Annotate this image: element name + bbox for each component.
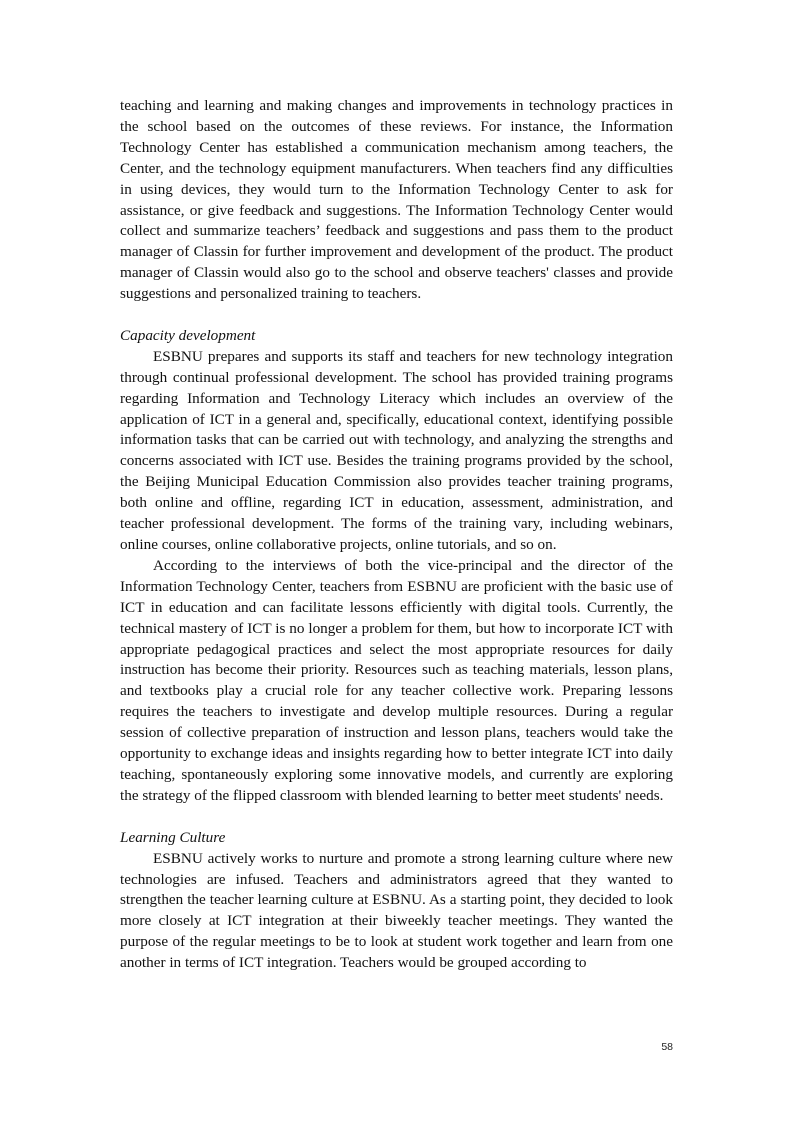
learning-culture-section <box>120 828 673 974</box>
page-number: 58 <box>661 1041 673 1053</box>
section-gap <box>120 807 673 828</box>
section-gap <box>120 305 673 326</box>
document-page <box>120 96 673 974</box>
body-paragraph: ESBNU prepares and supports its staff and teachers for new technology integration through continual professional development. The school has provided training programs regarding Information and Technology Literacy which includes an overview of the application of ICT in a general and, specifically, educational context, identifying possible information tasks that can be carried out with technology, and analyzing the strengths and concerns associated with ICT use. Besides the training programs provided by the school, the Beijing Municipal Education Commission also provides teacher training programs, both online and offline, regarding ICT in education, assessment, administration, and teacher professional development. The forms of the training vary, including webinars, online courses, online collaborative projects, online tutorials, and so on. <box>120 347 673 554</box>
body-paragraph: ESBNU actively works to nurture and promote a strong learning culture where new technologies are infused. Teachers and administrators agreed that they wanted to strengthen the teacher learning culture at ESBNU. As a starting point, they decided to look more closely at ICT integration at their biweekly teacher meetings. They wanted the purpose of the regular meetings to be to look at student work together and learn from one another in terms of ICT integration. Teachers would be grouped according to <box>120 849 673 972</box>
capacity-development-section <box>120 326 673 807</box>
section-heading-learning: Learning Culture <box>120 828 226 846</box>
section-heading-capacity: Capacity development <box>120 326 256 344</box>
intro-paragraph: teaching and learning and making changes and improvements in technology practices in the school based on the outcomes of these reviews. For instance, the Information Technology Center has established a communication mechanism among teachers, the Center, and the technology equipment manufacturers. When teachers find any difficulties in using devices, they would turn to the Information Technology Center to ask for assistance, or give feedback and suggestions. The Information Technology Center would collect and summarize teachers’ feedback and suggestions and pass them to the product manager of Classin for further improvement and development of the product. The product manager of Classin would also go to the school and observe teachers' classes and provide suggestions and personalized training to teachers. <box>120 97 673 303</box>
body-paragraph: According to the interviews of both the vice-principal and the director of the Information Technology Center, teachers from ESBNU are proficient with the basic use of ICT in education and can facilitate lessons efficiently with digital tools. Currently, the technical mastery of ICT is no longer a problem for them, but how to incorporate ICT with appropriate pedagogical practices and select the most appropriate resources for daily instruction has become their priority. Resources such as teaching materials, lesson plans, and textbooks play a crucial role for any teacher collective work. Preparing lessons requires the teachers to investigate and develop multiple resources. During a regular session of collective preparation of instruction and lesson plans, teachers would take the opportunity to exchange ideas and insights regarding how to better integrate ICT into daily teaching, spontaneously exploring some innovative models, and currently are exploring the strategy of the flipped classroom with blended learning to better meet students' needs. <box>120 556 673 804</box>
